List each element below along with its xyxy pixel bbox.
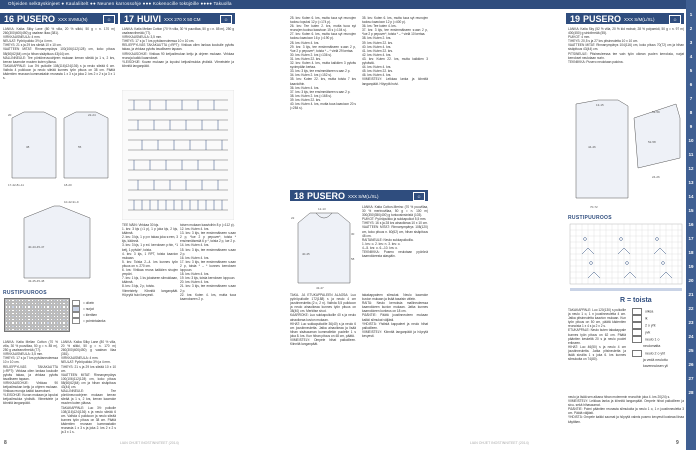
legend-swatch xyxy=(632,329,642,336)
side-tab-19[interactable]: 19 xyxy=(688,264,694,269)
pattern-17-intro: LANKA: Katia Melian Cotton (70 % villa, 30 % puuvillaa, 50 g = n. 85 m), 250 g vaaleanvihreää (77). VIRKKAUSNEULA: 3,5 mm. TIHEYS: 17 s ja 7 krs pylväsneuleessa 10 x 10 cm. RELIEFPYLVÄS TAKAKAUTTA (=RPT): Virkkaa ollen lankaa koukulle pylväs takaa, ja virkkaa pylväs tavalliseen tapaan. VIRKKAUSOHJE: Virkkaa 90 ketjusilmukan ketju ja ohjeen mukaan. Virkkaa reunoja kaikki kaarrokset. YLEISOHJE: Kuvan mukaan ja lopuksi ketjusilmukka yhdistä. Viimeistele ja kiinnitä langanpäät. xyxy=(122,27,234,68)
dim-label: 38 xyxy=(26,145,30,149)
difficulty-badge: ☺ xyxy=(669,15,681,24)
legend-text: kavennuksen yli xyxy=(643,364,668,368)
pattern-18-schematic xyxy=(290,205,358,290)
side-tab-26[interactable]: 26 xyxy=(688,362,694,367)
side-tab-12[interactable]: 12 xyxy=(688,166,694,171)
pattern-17-text-a: TEE NÄIN: Virkkaa 30 kjs. 1. krs: 3 kjs (=1 p), 1 p joka kjs, 2 kjs, käännä. 2. krs: 3 kjs, 1 p p:n takaa joka s:een, 3 kjs, käännä. 3. krs: 3 kjs, 1 p ed. kerroksen p:hin, *1 ketj, 1 pylväs*, toista. 4. krs: 3 kjs, 1 RPT, toista kaavion mukaan. 5. krs: Toista 2.–4. krs kunnes työn pituus on n. 270 cm. 6. krs: Virkkaa reuna kaikkien sivujen ympäri. 7. krs: 1 kjs, 1 ks jokaiseen silmukkaan, käännä. 8. krs: 3 kjs, 2 p, toista. Viimeistely: Kiinnitä langanpäät. Höyrytä huivi kevyesti. xyxy=(122,223,178,297)
side-tab-18[interactable]: 18 xyxy=(688,250,694,255)
legend-text: = poimintalanka xyxy=(83,319,106,323)
stitch-chart-16 xyxy=(4,298,70,332)
side-tab-5[interactable]: 5 xyxy=(689,68,693,73)
legend-text: 2 o yht xyxy=(645,323,656,328)
header-pattern-16 xyxy=(0,13,118,24)
pattern-number: 19 xyxy=(570,13,581,24)
legend-text: neulo 2 o yht xyxy=(645,350,666,355)
side-tab-17[interactable]: 17 xyxy=(688,236,694,241)
side-tab-8[interactable]: 8 xyxy=(689,110,693,115)
side-tab-3[interactable]: 3 xyxy=(689,40,693,45)
pattern-19-text-a: TAKAKAPPALE: Luo 120(130) s puikoille ja neulo 1 o, 1 n joustinneuletta 4 cm. Jatka pitsineuletta kaavion mukaan. Kun työn pituus on 50 cm, päätä kädentien reunoista 1 x 4 s ja 2 x 2 s. ETUKAPPALE: Neulo kuten takakappale kunnes työn pituus on 62 cm. Päätä pääntien keskeltä 20 s ja neulo puolet erikseen. HIHAT: Luo 46(50) s ja neulo 4 cm joustinneuletta. Jatka pitsineuletta ja lisää sivuilta 1 s joka 6. krs kunnes silmukoita on 74(80). xyxy=(568,308,626,362)
pattern-18-intro: LANKA: Katia Cotton-Merino (70 % puuvillaa, 30 % merinovillaa, 50 g = n. 100 m) 300(350)350(400) g turkoosinsinistä (103). PUIKOT: Pyöröpuikko ja sukkapuikot 5,5 mm. TIHEYS: 16 s ja 28 krs ainaoikeaa 10 x 10 cm. VAATTEEN MITAT: Rinnanympärys 108(120) cm, koko pituus n. 60(62) cm, hihan sisäpituus 48 cm. RAITANEULE: Neulo sukkapuikoilla. 1. krs: o. 2. krs: n. 3. krs: o. 4.–5. krs: o. 6.–10. krs: o. TEKNIIKKA: Pusero neulotaan pyörönä kaarrokkeesta alaspäin. xyxy=(362,205,428,259)
side-tab-25[interactable]: 25 xyxy=(688,348,694,353)
dim-label: 20 xyxy=(8,113,12,117)
legend-text: ik xyxy=(645,316,648,321)
stitch-chart-19 xyxy=(568,222,684,302)
dim-label: 13-15 xyxy=(596,103,604,107)
dim-label: 40-43-45-47 xyxy=(28,245,45,249)
legend-text: ja vedä neulottu xyxy=(643,357,668,362)
dim-label: 52-58 xyxy=(648,140,656,144)
pattern-sizes: XXX 270 X 50 CM xyxy=(164,17,201,22)
side-tab-2[interactable]: 2 xyxy=(689,26,693,31)
pattern-18-text-b: takakappaleen silmukat. Neulo kaarroke kuvion mukaan ja lisää tasaisin välein. RAITA: Neulo kerroksia mallineuleessa kaarrokkeen kuvion mukaan. Jatka kunnes kaarrokkeen korkeus on 18 cm. PÄÄNTIE: Päätä joustinneuleen mukaan kaikki silmukat väljästi. YHDISTÄ: Yhdistä kappaleet ja neulo hihat paikoilleen. VIIMEISTELY: Kiinnitä langanpäät ja höyrytä kevyesti. xyxy=(362,293,428,338)
legend-swatch xyxy=(632,308,642,315)
dim-label: 12-13 xyxy=(318,207,326,211)
dim-label: 44-46 xyxy=(588,145,596,149)
side-tab-15[interactable]: 15 xyxy=(688,208,694,213)
pattern-sizes: XXX S/M(L/XL) xyxy=(624,17,655,22)
legend-16 xyxy=(72,300,105,324)
page-number-right: 9 xyxy=(676,440,679,446)
legend-text: = nurjat xyxy=(83,307,94,311)
chart-heading: RUSTIPUUROOS xyxy=(568,215,612,221)
legend-swatch xyxy=(632,357,640,362)
dim-label: 40-45 xyxy=(302,252,310,256)
side-tab-14[interactable]: 14 xyxy=(688,194,694,199)
legend-text: = oikein xyxy=(83,301,95,305)
legend-text: neulo 1 o xyxy=(645,337,660,342)
side-tab-6[interactable]: 6 xyxy=(689,82,693,87)
side-tab-1[interactable]: 1 xyxy=(689,12,693,17)
legend-swatch xyxy=(632,344,640,349)
pattern-18-text-a: TAKA- JA ETUKAPPALEEN ALAOSA: Luo pyöröpuikolle 172(188) s ja neulo 4 cm joustinneuletta (2 o, 2 n). Vaihda 5,5 puikkoon ja neulo ainaoikeaa kunnes työn pituus on 38(40) cm. Merkitse sivut. KAARROKE: Luo sukkapuikoille 40 s ja neulo ainaoikeaa kuvion mukaan. HIHAT: Luo sukkapuikoille 36(40) s ja neulo 6 cm joustinneuletta. Jatka ainaoikeaa ja lisää hihan sisäsauman kummallekin puolelle 1 s joka 8. krs. Kun hihan pituus on 48 cm, päätä. VIIMEISTELY: Ompele hihat paikoilleen. Kiinnitä langanpäät. xyxy=(290,293,356,347)
pattern-16-text-b: LANKA: Kaika Silky Lane (80 % villa, 20 % silkki, 50 g = n. 170 m) 260(300)400(450) g vaalean lilaa (381). VIRKKAUSNEULA: 4 mm. NEULAT: Pyöröpuikko 3½ ja 4 mm. TIHEYS: 21 s ja 29 krs sileää 10 x 10 cm. VAATTEEN MITAT: Rinnanympärys 100(106)112(128) cm, koko pituus 58(60)62(64) cm ja hihan sisäpituus 43(44) cm. MALLINNEULE: Tee pöntöneuvoohjeen mukaan kerran sileää ja 1 s, 2 krs, kerran kaarroke muuten kuten yläosa. TAKAKAPPALE: Luo 3½ puikolle 108(116)124(136) s ja neulo sileää 6 cm. Vaihda 4 puikkoon ja neulo sileää kunnes työn pituus on 38 cm. Päätä kädentien reunaan kummastakin reunasta 1 x 3 s ja joka 2. krs 2 x 2 s ja 3 x 1 s. xyxy=(61,340,116,435)
side-tab-24[interactable]: 24 xyxy=(688,334,694,339)
difficulty-badge: ☺ xyxy=(413,192,425,201)
side-tab-7[interactable]: 7 xyxy=(689,96,693,101)
dim-label: 53-59 xyxy=(652,110,660,114)
pattern-name: PUSERO xyxy=(307,190,346,201)
pattern-name: PUSERO xyxy=(583,13,622,24)
pattern-name: PUSERO xyxy=(17,13,56,24)
legend-swatch xyxy=(72,318,80,324)
legend-text: oikea xyxy=(645,309,654,314)
pattern-name: HUIVI xyxy=(137,13,162,24)
dim-label: 58 xyxy=(351,257,355,261)
side-tab-10[interactable]: 10 xyxy=(688,138,694,143)
dim-label: 18-20 xyxy=(64,183,72,187)
side-tab-numbers xyxy=(686,12,696,395)
header-pattern-19 xyxy=(566,13,684,24)
dim-label: 24-26 xyxy=(652,175,660,179)
legend-swatch xyxy=(632,364,640,369)
pattern-number: 16 xyxy=(4,13,15,24)
pattern-16-schematic xyxy=(4,108,116,283)
pattern-number: 17 xyxy=(124,13,135,24)
footer-right: LIAN OHJET INOSTINNITEET (2014) xyxy=(470,441,529,445)
pattern-16-text-a: LANKA: Katia Melian Cotton (70 % villa, 30 % puuvillaa, 50 g = n. 85 m), 250 g vaaleanvihreää (77). VIRKKAUSNEULA: 3,5 mm. TIHEYS: 17 s ja 7 krs pylväsneuleessa 10 x 10 cm. RELIEFPYLVÄS TAKAKAUTTA (=RPT): Virkkaa ollen lankaa koukulle pylväs takaa, ja virkkaa pylväs tavalliseen tapaan. VIRKKAUSOHJE: Virkkaa 90 ketjusilmukan ketju ja ohjeen mukaan. Virkkaa reunoja kaikki kaarrokset. YLEISOHJE: Kuvan mukaan ja lopuksi ketjusilmukka yhdistä. Viimeistele ja kiinnitä langanpäät. xyxy=(3,340,58,406)
dim-label: 43-45-45-48 xyxy=(28,279,45,283)
dim-label: 17-42-8x-11 xyxy=(8,183,24,187)
legend-text: neulomatta xyxy=(643,344,661,348)
pattern-17-continued-a: 25. krs: Kuten 6. krs, mutta tuoa syt reunojen tuoksu lopuksi 12 p (=174 p). 26. krs: Tee kuten 2. krs, mutta tuoa syt reunojen tuoksu kaavioon 15 s (=104 s). 27. krs: Kuten 6. krs, mutta tuoa syt reunojen tuoksu kaavioon 16 p (=190 p). 28. krs: Kuten 4. krs. 29. krs: 3 kjs, tee ensimmäiseen s:aan 2 p, *lue 2 p pepuver*, toista * – * vielä 29 kertaa. 30. krs: Kuten 2. krs (=136 s). 31. krs: Kuten 22. krs. 32. krs: Kuten 4. krs, mutta kaikkien 3 pylväs syvimpään kertaa. 33. krs: 3 kjs, tee ensimmäiseen s:aan 2 p. 34. krs: Kuten 2. krs (=152 s). 35. krs: Kuten 22. krs, mutta toista 7 krs kaavioihin. 36. krs: Kuten 4. krs. 37. krs: 3 kjs, tee ensimmäiseen s:aan 2 p. 38. krs: Kuten 2. krs (=168 s). 39. krs: Kuten 22. krs. 40. krs: Kuten 4. krs, mutta tuoa kaavioon 20 s (=284 s). xyxy=(290,16,356,111)
side-tab-28[interactable]: 28 xyxy=(688,390,694,395)
header-pattern-17 xyxy=(120,13,235,24)
page-number-left: 8 xyxy=(4,440,7,446)
pattern-17-crochet-diagram xyxy=(122,90,234,220)
dim-label: 22-24 xyxy=(88,113,96,117)
legend-19 xyxy=(632,308,668,370)
dim-label: 22 xyxy=(291,216,295,220)
legend-text: = kiertäen xyxy=(83,313,98,317)
top-banner-text: Ohjeiden selkäyskinjeet ● Kaulaliitelt ●● Neunen karrossohje ●●● Kokenocille toküjöille ●●●● Takuolla xyxy=(8,1,232,6)
dim-label: 43-47 xyxy=(316,286,324,290)
pattern-19-intro: LANKA: Katia Sky (52 % villa, 20 % kid mohair, 28 % polyamidi, 50 g = n. 97 m) 400(450) g sinivihreää (55). PUIKOT: 4 mm. TIHEYS: 20,5 s ja 27 krs pitsineuletta 10 x 10 cm. VAATTEEN MITAT: Rinnanympärys 104(116) cm, koko pituus 70(72) cm ja hihan sisäpituus 43(44) cm. PITSINEULE: Pitsineuleessa tee vain työn oikean puolen kerroksia, nurjat kerrokset neulotaan nurin. TEKNIIKKA: Pusero neulotaan paloina. xyxy=(568,27,684,64)
side-tab-13[interactable]: 13 xyxy=(688,180,694,185)
side-tab-27[interactable]: 27 xyxy=(688,376,694,381)
side-tab-20[interactable]: 20 xyxy=(688,278,694,283)
side-tab-9[interactable]: 9 xyxy=(689,124,693,129)
side-tab-23[interactable]: 23 xyxy=(688,320,694,325)
dim-label: 30 xyxy=(351,232,355,236)
pattern-19-text-b: neulo ja lisää sen aikana hihan molemmin reunoihin joka 4. krs 20(24) s. VIIMEISTELY: Leikkaa lanka ja kiinnitä langanpäät. Ompele hihat paikoilleen ja sivu- sekä hihasaumat. PÄÄNTIE: Poimi pääntien reunasta silmukoita ja neulo 1 o, 1 n joustinneuletta 3 cm. Päätä väljästi. YHDISTÄ: Ompele kaikki saumat ja höyrytä valmis pusero kevyesti kosteaa liinaa käyttäen. xyxy=(568,395,684,424)
repeat-label: R = toista xyxy=(620,297,652,304)
difficulty-badge: ☺ xyxy=(220,15,232,24)
side-tab-4[interactable]: 4 xyxy=(689,54,693,59)
side-tab-11[interactable]: 11 xyxy=(688,152,694,157)
pattern-17-continued-b: 35. krs: Kuten 6. krs, mutta tuoa syt reunojen tuoksu kaavioon 12 p (=400 p). 36. krs: Tee kuten 4. krs. 37. krs: 3 kjs, tee ensimmäiseen s:aan 2 p, *lue 2 p pepuver*, toista * – * vielä 10 kertaa. 38. krs: Kuten 2. krs. 39. krs: Kuten 22. krs. 40. krs: Kuten 4. krs. 41. krs: Kuten 22. krs. 42. krs: Kuten 4. krs. 43. krs: Kuten 22. krs, mutta kaikkien 3 pylvästä. 44. krs: Kuten 4. krs. 45. krs: Kuten 22. krs. 46. krs: Kuten 4. krs. VIIMEISTELY: Leikkaa lanka ja kiinnitä langanpäät. Höyrytä huivi. xyxy=(362,16,428,86)
dim-label: 70-72 xyxy=(590,205,598,208)
pattern-16-intro: LANKA: Kaika Silky Lane (80 % villa, 20 % silkki, 50 g = n. 170 m) 260(300)400(450) g vaalean lilaa (381). VIRKKAUSNEULA: 4 mm. NEULAT: Pyöröpuikko 3½ ja 4 mm. TIHEYS: 21 s ja 29 krs sileää 10 x 10 cm. VAATTEEN MITAT: Rinnanympärys 100(106)112(128) cm, koko pituus 58(60)62(64) cm ja hihan sisäpituus 43(44) cm. MALLINNEULE: Tee pöntöneuvoohjeen mukaan kerran sileää ja 1 s, 2 krs, kerran kaarroke muuten kuten yläosa. TAKAKAPPALE: Luo 3½ puikolle 108(116)124(136) s ja neulo sileää 6 cm. Vaihda 4 puikkoon ja neulo sileää kunnes työn pituus on 38 cm. Päätä kädentien reunaan kummastakin reunasta 1 x 3 s ja joka 2. krs 2 x 2 s ja 3 x 1 s. xyxy=(3,27,115,81)
pattern-17-text-b: toisen mukaan kaavioihin 8 p (=112 p). 12. krs: Kuten 4. krs. 13. krs: 3 kjs, tee ensimmäiseen s:aan 2 p, *lue 2 p pepuver*, toista * ensimmäisestä 6 p *, toista 2 p, lue 2 p. 14. krs: Kuten 4. krs. 15. krs: 3 kjs, tee ensimmäiseen s:aan 2 p. 16. krs: Kuten 4. krs. 17. krs: 3 kjs, tee ensimmäiseen s:aan 2 p, toista * – * kunnes kerroksen loppuun. 18. krs: Kuten 4. krs. 19. krs: 3 kjs, toista kerroksen loppuun. 20. krs: Kuten 4. krs. 21. krs: 3 kjs, tee ensimmäiseen s:aan 2 p. 22. krs: Kuten 4. krs, mutta tuoa kaarrokseen 2 p. xyxy=(180,223,236,301)
dim-label: 10-42-9x-9 xyxy=(64,200,79,204)
side-tab-16[interactable]: 16 xyxy=(688,222,694,227)
dim-label: 55 xyxy=(78,145,82,149)
side-tab-22[interactable]: 22 xyxy=(688,306,694,311)
side-tab-21[interactable]: 21 xyxy=(688,292,694,297)
pattern-19-schematic xyxy=(568,98,684,208)
difficulty-badge: ☺ xyxy=(103,15,115,24)
header-pattern-18 xyxy=(290,190,428,201)
legend-swatch xyxy=(632,336,642,343)
legend-text: yvk xyxy=(645,330,651,335)
top-banner xyxy=(0,0,696,9)
legend-swatch xyxy=(632,322,642,329)
footer-left: LIAN OHJET INOSTINNITEET (2014) xyxy=(120,441,179,445)
chart-heading: RUSTIPUUROOS xyxy=(3,290,47,296)
pattern-number: 18 xyxy=(294,190,305,201)
pattern-sizes: XXX S/M(L/XL) xyxy=(348,194,379,199)
pattern-sizes: XXX SVMU(N) xyxy=(58,17,88,22)
legend-swatch xyxy=(632,315,642,322)
legend-swatch xyxy=(632,350,642,357)
